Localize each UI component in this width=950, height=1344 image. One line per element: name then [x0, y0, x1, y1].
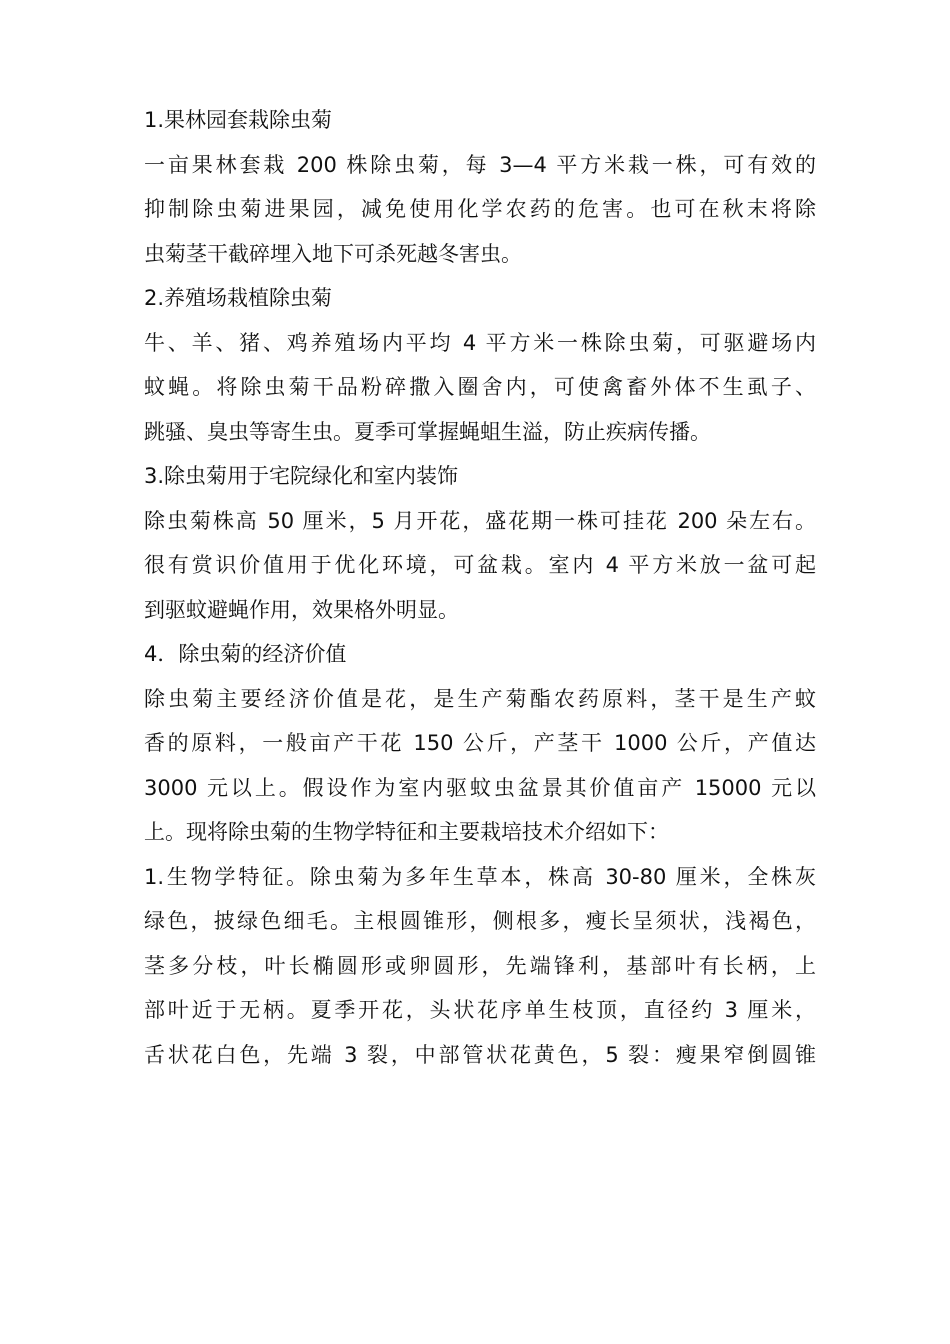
paragraph-line: 香的原料，一般亩产干花 150 公斤，产茎干 1000 公斤，产值达	[144, 731, 816, 755]
paragraph-line: 很有赏识价值用于优化环境，可盆栽。室内 4 平方米放一盆可起	[144, 553, 816, 577]
paragraph-line: 抑制除虫菊进果园，减免使用化学农药的危害。也可在秋末将除	[144, 197, 816, 221]
paragraph-line: 3000 元以上。假设作为室内驱蚊虫盆景其价值亩产 15000 元以	[144, 775, 816, 800]
document-body	[144, 98, 816, 1077]
paragraph-line: 除虫菊主要经济价值是花，是生产菊酯农药原料，茎干是生产蚊	[144, 686, 816, 711]
paragraph-line: 上。现将除虫菊的生物学特征和主要栽培技术介绍如下：	[144, 820, 669, 844]
paragraph-line: 茎多分枝，叶长椭圆形或卵圆形，先端锋利，基部叶有长柄，上	[144, 953, 816, 978]
heading-orchard-intercropping: 1.果林园套栽除虫菊	[144, 108, 333, 132]
heading-greening-decoration: 3.除虫菊用于宅院绿化和室内装饰	[144, 464, 459, 488]
paragraph-line: 虫菊茎干截碎埋入地下可杀死越冬害虫。	[144, 241, 522, 266]
paragraph-line: 部叶近于无柄。夏季开花，头状花序单生枝顶，直径约 3 厘米，	[144, 998, 816, 1022]
paragraph-line: 到驱蚊避蝇作用，效果格外明显。	[144, 597, 459, 622]
paragraph-line: 舌状花白色，先端 3 裂，中部管状花黄色，5 裂：瘦果窄倒圆锥	[144, 1042, 816, 1067]
heading-farm-planting: 2.养殖场栽植除虫菊	[144, 286, 333, 310]
paragraph-line: 牛、羊、猪、鸡养殖场内平均 4 平方米一株除虫菊，可驱避场内	[144, 330, 816, 355]
paragraph-line: 跳骚、臭虫等寄生虫。夏季可掌握蝇蛆生溢，防止疾病传播。	[144, 419, 711, 444]
paragraph-line: 蚊蝇。将除虫菊干品粉碎撒入圈舍内，可使禽畜外体不生虱子、	[144, 375, 816, 399]
paragraph-line: 除虫菊株高 50 厘米，5 月开花，盛花期一株可挂花 200 朵左右。	[144, 508, 816, 533]
paragraph-line: 绿色，披绿色细毛。主根圆锥形，侧根多，瘦长呈须状，浅褐色，	[144, 909, 816, 933]
heading-economic-value: 4．除虫菊的经济价值	[144, 642, 347, 666]
paragraph-line: 一亩果林套栽 200 株除虫菊，每 3—4 平方米栽一株，可有效的	[144, 152, 816, 177]
paragraph-line: 1.生物学特征。除虫菊为多年生草本，株高 30-80 厘米，全株灰	[144, 864, 816, 889]
